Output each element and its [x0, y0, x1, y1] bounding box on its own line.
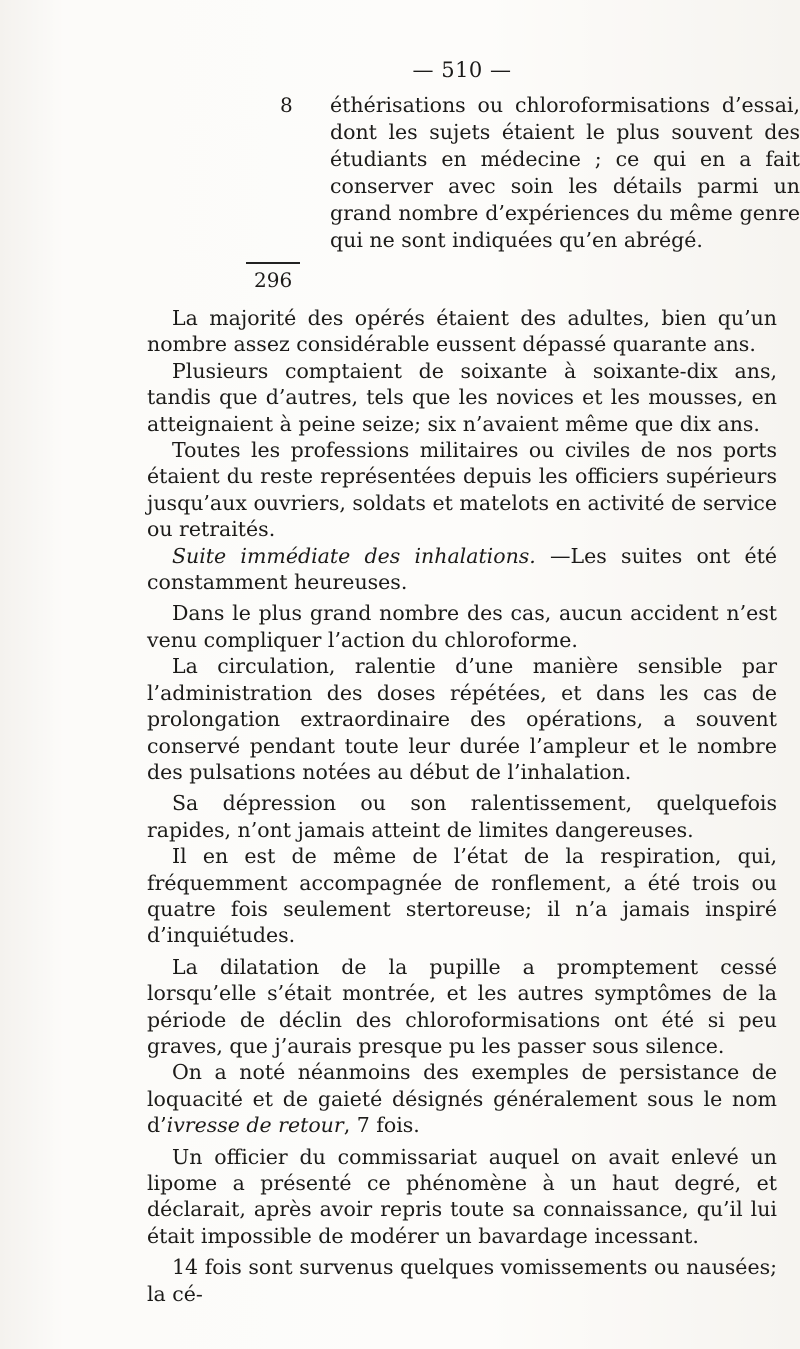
paragraph: Sa dépression ou son ralentissement, quelquefois rapides, n’ont jamais atteint de limites dangereuses.	[147, 791, 777, 842]
paragraph: Plusieurs comptaient de soixante à soixante-dix ans, tandis que d’autres, tels que les novices et les mousses, en atteignaient à peine seize; six n’avaient même que dix ans.	[147, 358, 777, 436]
paragraph: Dans le plus grand nombre des cas, aucun accident n’est venu compliquer l’action du chloroforme.	[147, 601, 777, 652]
paragraph-mixed: On a noté néanmoins des exemples de persistance de loquacité et de gaieté désignés généralement sous le nom d’ivresse de retour, 7 fois.	[147, 1060, 777, 1138]
paragraph: Un officier du commissariat auquel on avait enlevé un lipome a présenté ce phénomène à un haut degré, et déclarait, après avoir repris toute sa connaissance, qu’il lui était impossible de modérer un bavardage incessant.	[147, 1144, 777, 1248]
paragraph-section	[147, 543, 777, 596]
term-italic: ivresse de retour	[166, 1113, 344, 1138]
tally-text: éthérisations ou chloroformisations d’essai, dont les sujets étaient le plus souvent des étudiants en médecine ; ce qui en a fait conserver avec soin les détails parmi un grand nombre d’expériences du même genre qui ne sont indiquées qu’en abrégé.	[330, 93, 800, 252]
paragraph: 14 fois sont survenus quelques vomissements ou nausées; la cé-	[147, 1255, 777, 1306]
sum-rule	[246, 262, 300, 264]
total-count: 296	[254, 268, 293, 292]
paragraph: Toutes les professions militaires ou civiles de nos ports étaient du reste représentées depuis les officiers supérieurs jusqu’aux ouvriers, soldats et matelots en activité de service ou retraités.	[147, 438, 777, 542]
tally-count: 8	[280, 93, 293, 117]
paragraph: La dilatation de la pupille a promptement cessé lorsqu’elle s’était montrée, et les autres symptômes de la période de déclin des chloroformisations ont été si peu graves, que j’aurais presque pu les passer sous silence.	[147, 954, 777, 1058]
section-heading: Suite immédiate des inhalations.	[172, 543, 536, 568]
paragraph: La circulation, ralentie d’une manière sensible par l’administration des doses répétées, et dans les cas de prolongation extraordinaire des opérations, a souvent conservé pendant toute leur durée l’ampleur et le nombre des pulsations notées au début de l’inhalation.	[147, 654, 777, 784]
page-number: — 510 —	[412, 58, 512, 82]
paragraph: La majorité des opérés étaient des adultes, bien qu’un nombre assez considérable eussent dépassé quarante ans.	[147, 306, 777, 357]
body-text	[147, 305, 777, 1307]
paragraph: Il en est de même de l’état de la respiration, qui, fréquemment accompagnée de ronflement, a été trois ou quatre fois seulement stertoreuse; il n’a jamais inspiré d’inquiétudes.	[147, 844, 777, 948]
section-text: —Les suites ont été constamment heureuses.	[147, 543, 777, 595]
